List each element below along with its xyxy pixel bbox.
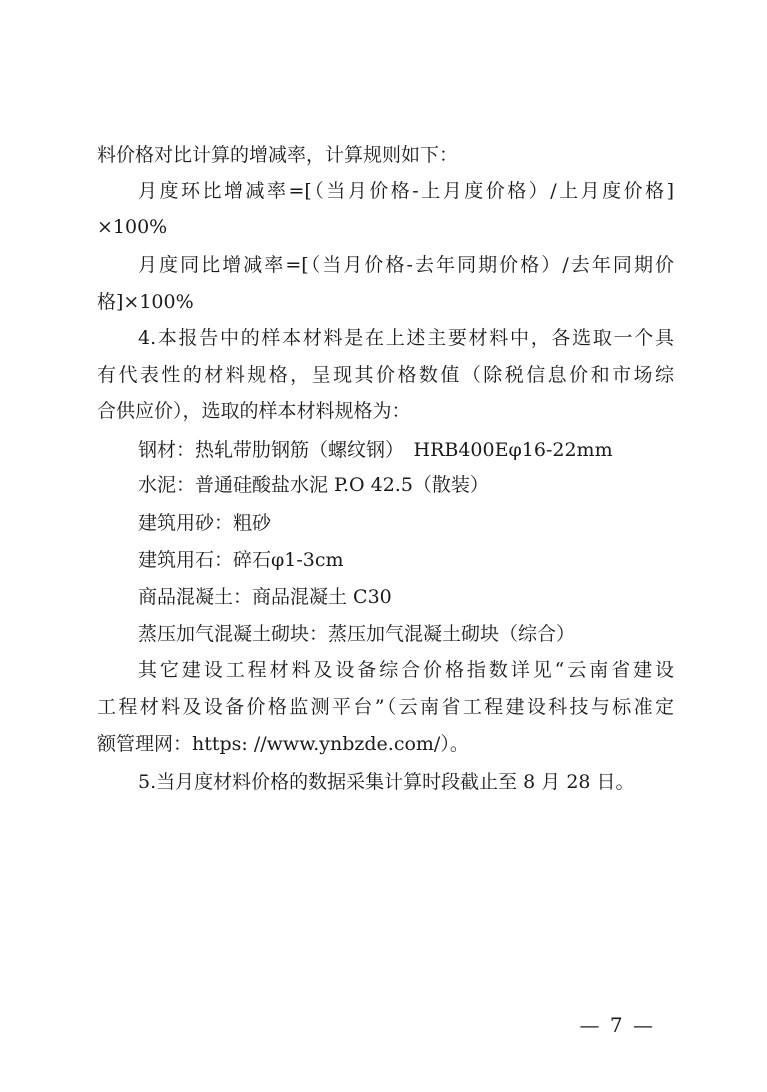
text-line-6: 4.本报告中的样本材料是在上述主要材料中，各选取一个具 (138, 327, 674, 349)
text-line-4: 月度同比增减率=[（当月价格-去年同期价格）/去年同期价 (138, 254, 674, 276)
text-line-12: 建筑用石：碎石φ1-3cm (138, 549, 344, 571)
text-line-3: ×100% (97, 216, 168, 238)
text-line-7: 有代表性的材料规格，呈现其价格数值（除税信息价和市场综 (97, 364, 674, 386)
text-line-18: 5.当月度材料价格的数据采集计算时段截止至 8 月 28 日。 (138, 771, 635, 793)
text-line-17: 额管理网：https: //www.ynbzde.com/）。 (97, 733, 469, 755)
text-line-5: 格]×100% (97, 291, 194, 313)
page-number: — 7 — (579, 1013, 655, 1037)
text-line-1: 料价格对比计算的增减率，计算规则如下： (97, 144, 459, 166)
text-line-15: 其它建设工程材料及设备综合价格指数详见“云南省建设 (138, 659, 674, 681)
text-line-11: 建筑用砂：粗砂 (138, 512, 272, 534)
text-line-2: 月度环比增减率=[（当月价格-上月度价格）/上月度价格] (138, 180, 674, 202)
text-line-10: 水泥：普通硅酸盐水泥 P.O 42.5（散装） (138, 474, 489, 496)
text-line-8: 合供应价），选取的样本材料规格为： (97, 400, 411, 422)
text-line-16: 工程材料及设备价格监测平台”（云南省工程建设科技与标准定 (97, 696, 674, 718)
text-line-14: 蒸压加气混凝土砌块：蒸压加气混凝土砌块（综合） (138, 623, 576, 645)
text-line-9: 钢材：热轧带肋钢筋（螺纹钢） HRB400Eφ16-22mm (138, 439, 613, 461)
text-line-13: 商品混凝土：商品混凝土 C30 (138, 586, 392, 608)
